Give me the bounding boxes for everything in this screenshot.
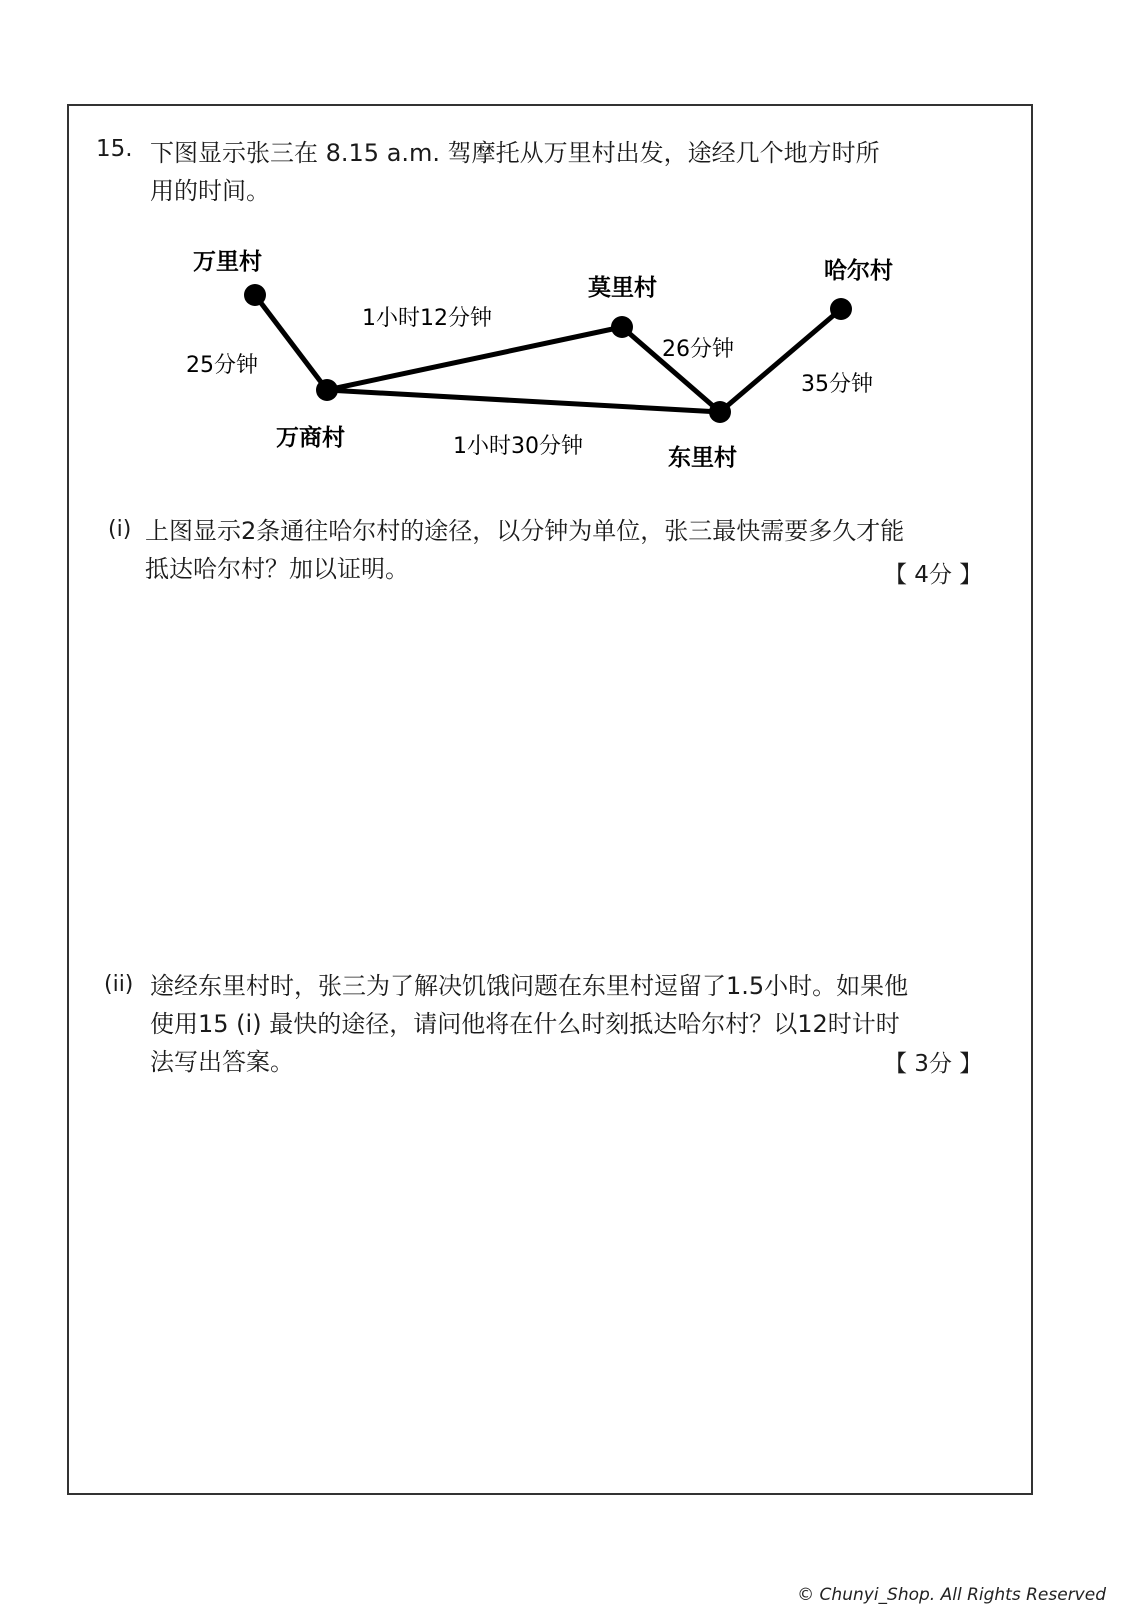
node-wanshang bbox=[316, 379, 338, 401]
question-text bbox=[150, 134, 970, 210]
village-label-haer: 哈尔村 bbox=[824, 258, 893, 284]
node-moli bbox=[611, 316, 633, 338]
time-label-moli-dongli: 26分钟 bbox=[662, 337, 734, 362]
village-label-wanli: 万里村 bbox=[193, 249, 262, 275]
time-label-wanshang-dongli: 1小时30分钟 bbox=[453, 434, 583, 459]
part-ii-text bbox=[150, 967, 990, 1081]
part-i-text bbox=[145, 512, 985, 588]
question-line-2: 用的时间。 bbox=[150, 177, 270, 205]
part-ii-line-3: 法写出答案。 bbox=[150, 1048, 294, 1076]
part-ii-label: (ii) bbox=[104, 972, 134, 997]
time-label-wanli-wanshang: 25分钟 bbox=[186, 353, 258, 378]
route-wanli-wanshang bbox=[255, 295, 327, 390]
route-wanshang-moli bbox=[327, 327, 622, 390]
village-label-dongli: 东里村 bbox=[668, 445, 737, 471]
node-wanli bbox=[244, 284, 266, 306]
route-wanshang-dongli bbox=[327, 390, 720, 412]
question-line-1: 下图显示张三在 8.15 a.m. 驾摩托从万里村出发，途经几个地方时所 bbox=[150, 139, 880, 167]
part-ii-line-1: 途经东里村时，张三为了解决饥饿问题在东里村逗留了1.5小时。如果他 bbox=[150, 972, 909, 1000]
village-label-wanshang: 万商村 bbox=[276, 425, 345, 451]
node-haer bbox=[830, 298, 852, 320]
part-i-marks: 【 4分 】 bbox=[884, 562, 983, 588]
part-ii-line-2: 使用15 (i) 最快的途径，请问他将在什么时刻抵达哈尔村？以12时计时 bbox=[150, 1010, 900, 1038]
village-label-moli: 莫里村 bbox=[588, 275, 657, 301]
part-i-line-2: 抵达哈尔村？加以证明。 bbox=[145, 555, 409, 583]
part-i-label: (i) bbox=[108, 517, 132, 542]
time-label-dongli-haer: 35分钟 bbox=[801, 372, 873, 397]
node-dongli bbox=[709, 401, 731, 423]
part-ii-marks: 【 3分 】 bbox=[884, 1051, 983, 1077]
part-i-line-1: 上图显示2条通往哈尔村的途径，以分钟为单位，张三最快需要多久才能 bbox=[145, 517, 905, 545]
copyright-notice: © Chunyi_Shop. All Rights Reserved bbox=[797, 1585, 1106, 1605]
route-map-diagram bbox=[180, 240, 920, 480]
question-number: 15. bbox=[96, 136, 133, 162]
time-label-wanshang-moli: 1小时12分钟 bbox=[362, 306, 492, 331]
